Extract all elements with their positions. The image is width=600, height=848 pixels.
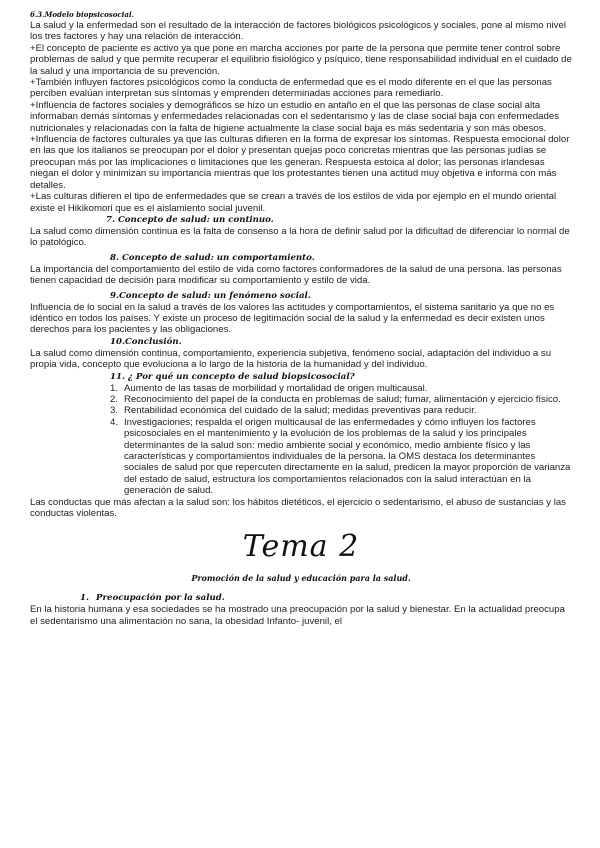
paragraph: Influencia de lo social en la salud a través de los valores las actitudes y comportamientos, el sistema sanitario ya que no es idéntico en todos los países. Y existe un proceso de legitimación social de la salud y la enfermedad es decir existen unos derechos para los pacientes y las obligaciones. (30, 301, 555, 336)
list-item-number: 2. (110, 393, 119, 405)
list-item-text: Investigaciones; respalda el origen multicausal de las enfermedades y cómo influyen los factores psicosociales en el mantenimiento y la evolución de los problemas de la salud y los principales determinantes de la salud son: medio ambiente social y económico, medio ambiente físico y las características y comportamientos individuales de la persona. la OMS destaca los determinantes sociales de salud por que repercuten directamente en la salud, predicen la mayor proporción de varianza del estado de salud, estructura los comportamientos relacionados con la salud interactúan en la generación de salud. (124, 416, 571, 497)
paragraph: +Influencia de factores culturales ya que las culturas difieren en la forma de expresar los síntomas. Respuesta emocional dolor en las que los italianos se preocupan por el dolor y presentan quejas poco concretas mientras que las personas judías se preocupan más por las implicaciones o limitaciones que les generan. Respuesta estoica al dolor; las personas irlandesas niegan el dolor y minimizan su importancia mientras que los protestantes tienen una actitud muy objetiva e informa con más detalles. (30, 134, 570, 191)
paragraph: +También influyen factores psicológicos como la conducta de enfermedad que es el modo diferente en el que las personas perciben evalúan interpretan sus síntomas y emprenden determinadas acciones para remediarlo. (30, 77, 552, 100)
section-heading-10: 10.Conclusión. (110, 336, 182, 347)
paragraph: La salud y la enfermedad son el resultado de la interacción de factores biológicos psicológicos y sociales, pone al mismo nivel los tres factores y hay una relación de interacción. (30, 20, 566, 43)
chapter-title: Tema 2 (242, 529, 360, 565)
list-item (110, 417, 572, 497)
section-heading-7: 7. Concepto de salud: un continuo. (106, 214, 274, 225)
list-item (110, 383, 572, 394)
list-item (110, 405, 572, 416)
paragraph: La importancia del comportamiento del estilo de vida como factores conformadores de la salud de una persona. las personas tienen capacidad de decisión para modificar su comportamiento y estilo de vida. (30, 263, 562, 287)
section-heading-6-3: 6.3.Modelo biopsicosocial. (30, 10, 134, 19)
paragraph: La salud como dimensión continua, comportamiento, experiencia subjetiva, fenómeno social, adaptación del individuo a su propia vida, concepto que evoluciona a lo largo de la historia de la humanidad y del individuo. (30, 347, 552, 371)
paragraph: +Influencia de factores sociales y demográficos se hizo un estudio en antaño en el que las personas de clase social alta informaban demás síntomas y enfermedades relacionadas con el sedentarismo y las de clase social baja con enfermedades nutricionales y relacionadas con la falta de higiene actualmente la clase social baja es más sedentaria y son más obesos. (30, 99, 560, 134)
list-item-text: Reconocimiento del papel de la conducta en problemas de salud; fumar, alimentación y ejercicio físico. (124, 393, 561, 405)
list-item-text: Rentabilidad económica del cuidado de la salud; medidas preventivas para reducir. (124, 405, 477, 417)
paragraph: En la historia humana y esa sociedades se ha mostrado una preocupación por la salud y bienestar. En la actualidad preocupa el sedentarismo una alimentación no sana, la obesidad Infanto- juvenil, el (30, 604, 565, 627)
paragraph: Las conductas que más afectan a la salud son: los hábitos dietéticos, el ejercicio o sedentarismo, el abuso de sustancias y las conductas violentas. (30, 496, 566, 520)
list-item-number: 4. (110, 416, 119, 428)
list-item (110, 394, 572, 405)
list-item-number: 3. (110, 405, 119, 417)
section-heading-11: 11. ¿ Por qué un concepto de salud biopsicosocial? (110, 371, 355, 382)
section-heading-8: 8. Concepto de salud: un comportamiento. (110, 252, 315, 263)
chapter-subtitle: Promoción de la salud y educación para la salud. (191, 573, 411, 584)
paragraph: La salud como dimensión continua es la falta de consenso a la hora de definir salud por la dificultad de diferenciar lo normal de lo patológico. (30, 225, 570, 249)
list-item-text: Aumento de las tasas de morbilidad y mortalidad de origen multicausal. (124, 382, 428, 394)
section-heading-t2-1 (30, 592, 572, 604)
paragraph: +El concepto de paciente es activo ya que pone en marcha acciones por parte de la persona que permite tener control sobre problemas de salud y que permite recuperar el equilibrio fisiológico y psíquico, tiene responsabilidad individual en el cuidado de la salud y una importancia de su prevención. (30, 42, 572, 77)
section-heading-text: Preocupación por la salud. (96, 593, 225, 604)
paragraph: +Las culturas difieren el tipo de enfermedades que se crean a través de los estilos de vida por ejemplo en el mundo oriental existe el Hikikomori que es el aislamiento social juvenil. (30, 191, 557, 214)
section-number: 1. (80, 593, 89, 604)
section-heading-9: 9.Concepto de salud: un fenómeno social. (110, 290, 311, 301)
list-item-number: 1. (110, 382, 119, 394)
document-page (30, 10, 572, 627)
reasons-list (30, 383, 572, 497)
